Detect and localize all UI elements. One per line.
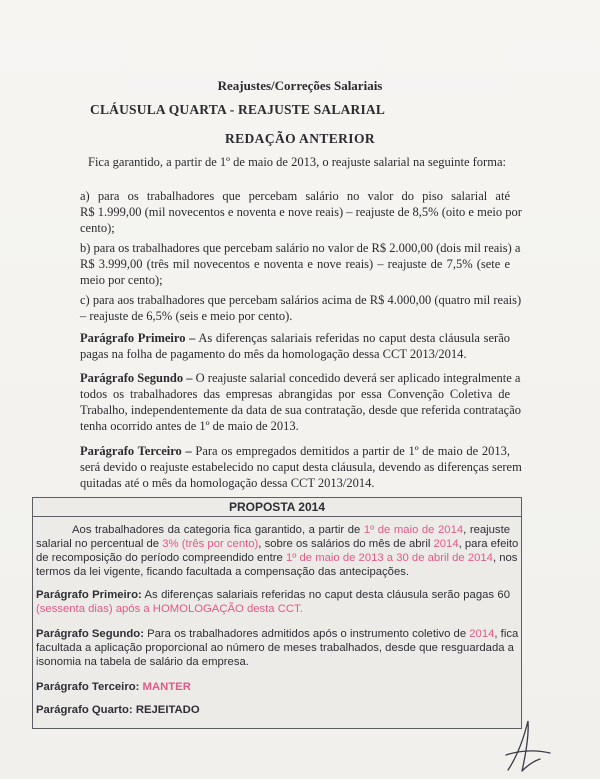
pp3-line <box>36 680 510 694</box>
proposta-paragrafo-quarto <box>36 703 510 717</box>
p1-label: Parágrafo Primeiro – <box>80 331 196 345</box>
section-heading-redacao-anterior: REDAÇÃO ANTERIOR <box>224 131 376 146</box>
p3-line-2: será devido o reajuste estabelecido no caput desta cláusula, devendo as diferenças serem <box>80 460 522 474</box>
paragrafo-segundo-anterior <box>80 370 521 434</box>
intro-text: salarial no percentual de <box>36 538 163 550</box>
pp1-text: As diferenças salariais referidas no caput desta cláusula serão pagas 60 <box>141 589 510 601</box>
p2-line-3: Trabalho, independentemente da data de sua contratação, desde que referida contratação <box>80 403 521 417</box>
p3-line-1 <box>80 443 510 459</box>
pp3-value: MANTER <box>142 681 191 693</box>
item-a <box>80 188 522 236</box>
pp2-line-1 <box>36 627 519 641</box>
item-b-line-1: b) para os trabalhadores que percebam salário no valor de R$ 2.000,00 (dois mil reais) a <box>80 241 521 255</box>
intro-paragraph <box>88 154 508 170</box>
intro-text: Aos trabalhadores da categoria fica garantido, a partir de <box>72 524 364 536</box>
p2-line-1 <box>80 370 521 386</box>
pp4-line <box>36 703 510 717</box>
item-a-line-3: cento); <box>80 221 115 235</box>
p3-text-1: Para os empregados demitidos a partir de 1º de maio de 2013, <box>191 444 511 458</box>
item-b-line-2: R$ 3.999,00 (três mil novecentos e noventa e nove reais) – reajuste de 7,5% (sete e <box>80 257 510 271</box>
proposta-intro-line-1 <box>36 523 510 537</box>
pp1-label: Parágrafo Primeiro: <box>36 589 142 601</box>
pp2-label: Parágrafo Segundo: <box>36 628 144 640</box>
p1-line-2: pagas na folha de pagamento do mês da homologação dessa CCT 2013/2014. <box>80 347 467 361</box>
pp1-line-1 <box>36 588 510 602</box>
item-a-line-1: a) para os trabalhadores que percebam salário no valor do piso salarial até <box>80 189 510 203</box>
item-c <box>80 292 522 324</box>
proposta-paragrafo-terceiro <box>36 680 510 694</box>
p2-line-4: tenha ocorrido antes de 1º de maio de 2013. <box>80 419 299 433</box>
pp2-text: Para os trabalhadores admitidos após o instrumento coletivo de <box>143 628 470 640</box>
p2-text-1: O reajuste salarial concedido deverá ser aplicado integralmente a <box>192 371 521 385</box>
proposta-intro <box>36 523 519 579</box>
item-b <box>80 240 521 288</box>
p3-line-3: quitadas até o mês da homologação dessa CCT 2013/2014. <box>80 476 375 490</box>
highlight-date-2014: 1º de maio de 2014 <box>363 524 464 536</box>
item-b-line-3: meio por cento); <box>80 273 163 287</box>
signature-icon <box>498 715 558 775</box>
item-c-line-2: – reajuste de 6,5% (seis e meio por cento). <box>80 309 293 323</box>
pp2-line-3: isonomia na tabela de salário da empresa. <box>36 656 249 668</box>
pp4-label: Parágrafo Quarto: <box>36 704 133 716</box>
paragrafo-terceiro-anterior <box>80 443 522 491</box>
intro-text: , nos <box>492 552 518 564</box>
pp2-text: , fica <box>494 628 519 640</box>
p2-label: Parágrafo Segundo – <box>80 371 193 385</box>
proposta-paragrafo-primeiro <box>36 588 510 616</box>
p3-label: Parágrafo Terceiro – <box>80 444 192 458</box>
item-c-line-1: c) para aos trabalhadores que percebam salários acima de R$ 4.000,00 (quatro mil reais) <box>80 293 522 307</box>
highlight-year: 2014 <box>433 538 459 550</box>
highlight-percent: 3% (três por cento) <box>162 538 259 550</box>
proposta-intro-line-3 <box>36 551 518 565</box>
highlight-period: 1º de maio de 2013 a 30 de abril de 2014 <box>285 552 493 564</box>
pp1-line-2: (sessenta dias) após a HOMOLOGAÇÃO desta CCT. <box>36 603 303 615</box>
intro-text: , reajuste <box>463 524 511 536</box>
p1-text-1: As diferenças salariais referidas no caput desta cláusula serão <box>195 331 511 345</box>
pp4-value: REJEITADO <box>135 704 200 716</box>
proposta-2014-box <box>32 497 522 729</box>
paragrafo-primeiro-anterior <box>80 330 510 362</box>
intro-text: de recomposição do período compreendido entre <box>36 552 286 564</box>
intro-text: , sobre os salários do mês de abril <box>258 538 434 550</box>
intro-text: , para efeito <box>458 538 519 550</box>
intro-line: Fica garantido, a partir de 1º de maio de 2013, o reajuste salarial na seguinte forma: <box>88 155 506 169</box>
pp2-line-2: facultada a aplicação proporcional ao número de meses trabalhados, desde que resguardada a <box>36 642 514 654</box>
document-title: Reajustes/Correções Salariais <box>217 78 383 93</box>
p1-line-1 <box>80 330 510 346</box>
proposta-intro-line-2 <box>36 537 519 551</box>
item-a-line-2: R$ 1.999,00 (mil novecentos e noventa e nove reais) – reajuste de 8,5% (oito e meio por <box>80 205 522 219</box>
highlight-year-2014: 2014 <box>469 628 495 640</box>
proposta-heading: PROPOSTA 2014 <box>33 498 521 517</box>
proposta-paragrafo-segundo <box>36 627 519 669</box>
proposta-intro-line-4: termos da lei vigente, ficando facultada a compensação das antecipações. <box>36 566 410 578</box>
pp3-label: Parágrafo Terceiro: <box>36 681 140 693</box>
p2-line-2: todos os trabalhadores das empresas abrangidas por essa Convenção Coletiva de <box>80 387 510 401</box>
clause-heading: CLÁUSULA QUARTA - REAJUSTE SALARIAL <box>90 102 386 117</box>
